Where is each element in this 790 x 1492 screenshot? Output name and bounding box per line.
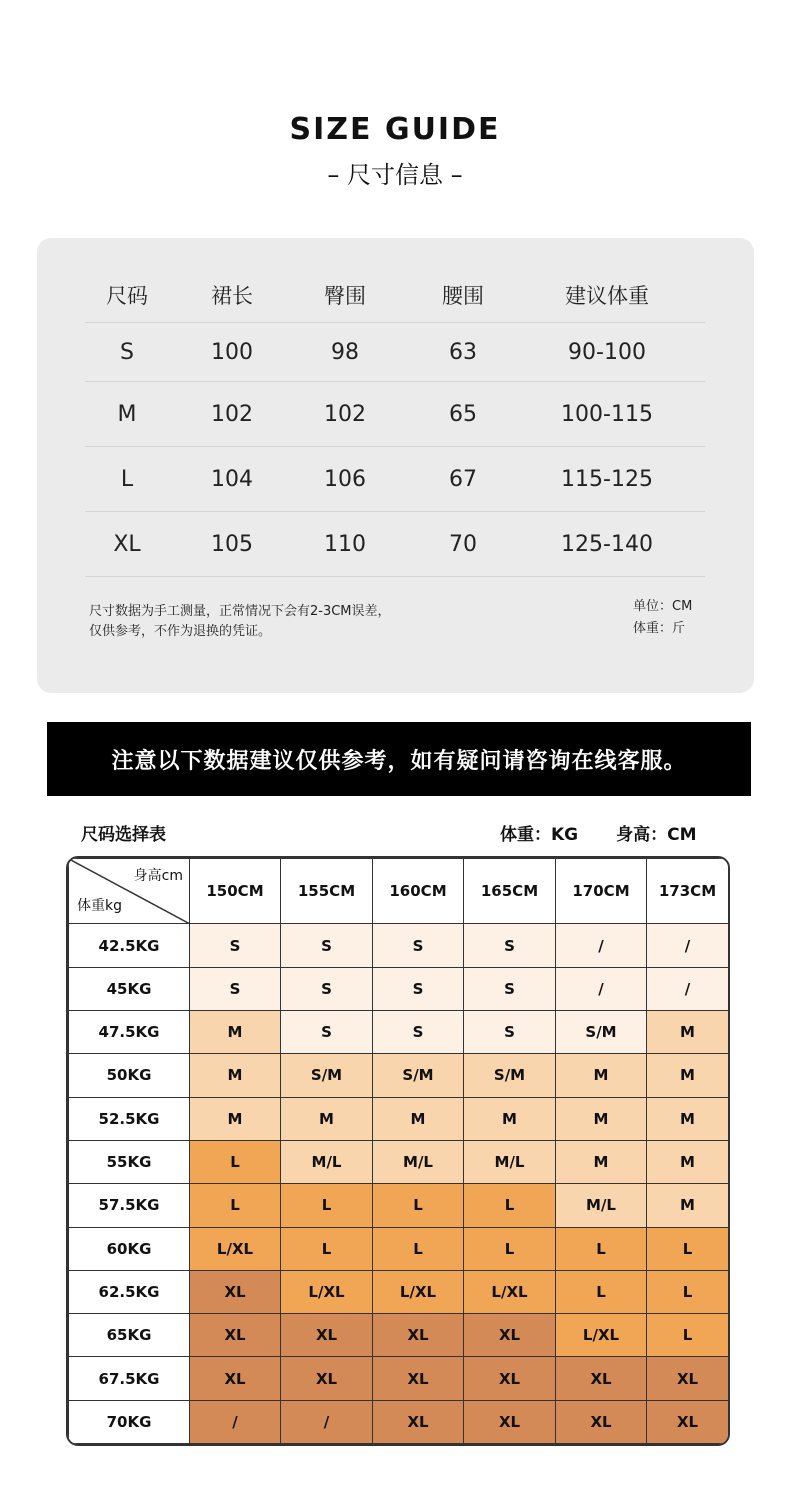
weight-row (69, 1097, 729, 1140)
recommended-size-cell: M/L (556, 1184, 647, 1227)
weight-cell: 100-115 (561, 401, 653, 427)
weight-label-cell: 60KG (69, 1227, 190, 1270)
hip-column-header: 臀围 (324, 284, 366, 308)
recommended-size-cell: M (464, 1097, 556, 1140)
weight-label-cell: 57.5KG (69, 1184, 190, 1227)
recommended-size-cell: L (647, 1314, 729, 1357)
weight-row (69, 967, 729, 1010)
height-header-row (69, 859, 729, 924)
recommended-size-cell: M (556, 1140, 647, 1183)
recommended-size-cell: S (464, 1011, 556, 1054)
waist-cell: 70 (449, 531, 477, 557)
weight-row (69, 1054, 729, 1097)
size-cell: XL (113, 531, 141, 557)
weight-label-cell: 52.5KG (69, 1097, 190, 1140)
measurement-note (89, 602, 391, 642)
recommended-size-cell: / (556, 924, 647, 967)
recommended-size-cell: S/M (464, 1054, 556, 1097)
recommended-size-cell: L/XL (464, 1270, 556, 1313)
weight-label-cell: 62.5KG (69, 1270, 190, 1313)
size-table-header (85, 268, 705, 323)
recommended-size-cell: L (281, 1227, 373, 1270)
weight-label-cell: 45KG (69, 967, 190, 1010)
recommended-size-cell: L (556, 1270, 647, 1313)
size-table-row (85, 382, 705, 447)
weight-row (69, 1227, 729, 1270)
waist-column-header: 腰围 (442, 284, 484, 308)
recommended-size-cell: / (647, 967, 729, 1010)
recommended-size-cell: S (281, 967, 373, 1010)
size-cell: S (120, 339, 134, 365)
recommended-size-cell: M (647, 1140, 729, 1183)
weight-row (69, 1270, 729, 1313)
waist-cell: 65 (449, 401, 477, 427)
recommended-size-cell: L (373, 1227, 464, 1270)
size-table-row (85, 512, 705, 577)
recommended-size-cell: L (647, 1227, 729, 1270)
recommended-size-cell: S (373, 967, 464, 1010)
weight-label-cell: 55KG (69, 1140, 190, 1183)
recommended-size-cell: S (464, 967, 556, 1010)
recommended-size-cell: S/M (373, 1054, 464, 1097)
size-table (85, 268, 705, 577)
hip-cell: 102 (324, 401, 366, 427)
recommended-size-cell: XL (281, 1314, 373, 1357)
unit-label: 单位：CM (633, 599, 693, 614)
recommended-size-cell: M (647, 1097, 729, 1140)
weight-label-cell: 47.5KG (69, 1011, 190, 1054)
weight-label-cell: 42.5KG (69, 924, 190, 967)
hip-cell: 98 (331, 339, 359, 365)
recommended-size-cell: XL (647, 1400, 729, 1443)
recommended-size-cell: XL (647, 1357, 729, 1400)
recommended-size-cell: S (464, 924, 556, 967)
recommended-size-cell: M (281, 1097, 373, 1140)
length-column-header: 裙长 (211, 284, 253, 308)
recommended-size-cell: S (373, 1011, 464, 1054)
legend-height-unit: 身高：CM (616, 825, 697, 845)
length-cell: 102 (211, 401, 253, 427)
weight-cell: 90-100 (568, 339, 646, 365)
weight-row (69, 1184, 729, 1227)
height-header-cell: 173CM (647, 859, 729, 924)
recommended-size-cell: M (647, 1011, 729, 1054)
length-cell: 100 (211, 339, 253, 365)
recommended-size-cell: M (556, 1097, 647, 1140)
recommended-size-cell: XL (373, 1400, 464, 1443)
recommended-size-cell: S/M (556, 1011, 647, 1054)
recommended-size-cell: M (373, 1097, 464, 1140)
recommended-size-cell: S (281, 924, 373, 967)
weight-row (69, 1140, 729, 1183)
weight-label-cell: 65KG (69, 1314, 190, 1357)
corner-cell (69, 859, 190, 924)
unit-note (633, 596, 692, 640)
size-info-panel (37, 238, 754, 693)
recommended-size-cell: S (281, 1011, 373, 1054)
notice-banner: 注意以下数据建议仅供参考，如有疑问请咨询在线客服。 (47, 722, 751, 796)
recommended-size-cell: L (281, 1184, 373, 1227)
size-table-row (85, 323, 705, 382)
corner-height-label: 身高cm (133, 868, 183, 884)
weight-unit-label: 体重：斤 (633, 621, 686, 636)
recommended-size-cell: L (190, 1140, 281, 1183)
recommended-size-cell: XL (464, 1314, 556, 1357)
recommended-size-cell: M (556, 1054, 647, 1097)
weight-label-cell: 67.5KG (69, 1357, 190, 1400)
recommended-size-cell: M (190, 1054, 281, 1097)
weight-row (69, 1011, 729, 1054)
recommended-size-cell: XL (190, 1357, 281, 1400)
recommended-size-cell: M/L (464, 1140, 556, 1183)
corner-weight-label: 体重kg (77, 898, 122, 915)
recommended-size-cell: L (556, 1227, 647, 1270)
recommended-size-cell: M/L (373, 1140, 464, 1183)
recommended-size-cell: L (190, 1184, 281, 1227)
hip-cell: 106 (324, 466, 366, 492)
recommended-size-cell: S (373, 924, 464, 967)
recommended-size-cell: XL (373, 1357, 464, 1400)
recommended-size-cell: / (281, 1400, 373, 1443)
measurement-note-line-2: 仅供参考，不作为退换的凭证。 (89, 624, 272, 639)
weight-row (69, 1400, 729, 1443)
legend-weight-unit: 体重：KG (500, 825, 579, 845)
recommended-size-cell: M (647, 1054, 729, 1097)
length-cell: 105 (211, 531, 253, 557)
size-table-row (85, 447, 705, 512)
size-cell: M (117, 401, 137, 427)
recommended-size-cell: XL (556, 1400, 647, 1443)
recommended-size-cell: M (190, 1011, 281, 1054)
height-header-cell: 170CM (556, 859, 647, 924)
waist-cell: 63 (449, 339, 477, 365)
recommended-size-cell: XL (556, 1357, 647, 1400)
weight-row (69, 1357, 729, 1400)
recommended-size-cell: L/XL (373, 1270, 464, 1313)
recommended-size-cell: XL (281, 1357, 373, 1400)
selector-title: 尺码选择表 (81, 825, 166, 845)
size-cell: L (120, 466, 134, 492)
recommended-size-cell: S (190, 967, 281, 1010)
weight-row (69, 924, 729, 967)
recommended-size-cell: L (373, 1184, 464, 1227)
waist-cell: 67 (449, 466, 477, 492)
recommended-size-cell: XL (373, 1314, 464, 1357)
size-column-header: 尺码 (106, 284, 148, 308)
selector-legend (500, 820, 697, 845)
recommended-size-cell: L (464, 1184, 556, 1227)
recommended-size-cell: / (647, 924, 729, 967)
recommended-size-cell: XL (190, 1270, 281, 1313)
page-subtitle: – 尺寸信息 – (327, 161, 463, 189)
measurement-note-line-1: 尺寸数据为手工测量，正常情况下会有2-3CM误差， (89, 604, 391, 619)
recommended-size-cell: / (190, 1400, 281, 1443)
recommended-size-cell: XL (464, 1400, 556, 1443)
size-selection-grid (66, 856, 730, 1446)
size-selection-table (68, 858, 729, 1444)
weight-label-cell: 50KG (69, 1054, 190, 1097)
height-header-cell: 165CM (464, 859, 556, 924)
weight-cell: 115-125 (561, 466, 653, 492)
recommended-size-cell: L (647, 1270, 729, 1313)
weight-label-cell: 70KG (69, 1400, 190, 1443)
weight-row (69, 1314, 729, 1357)
recommended-size-cell: / (556, 967, 647, 1010)
recommended-size-cell: L/XL (190, 1227, 281, 1270)
recommended-size-cell: XL (190, 1314, 281, 1357)
height-header-cell: 160CM (373, 859, 464, 924)
recommended-size-cell: S/M (281, 1054, 373, 1097)
recommended-size-cell: XL (464, 1357, 556, 1400)
recommended-size-cell: M (190, 1097, 281, 1140)
recommended-size-cell: S (190, 924, 281, 967)
recommended-size-cell: M/L (281, 1140, 373, 1183)
weight-column-header: 建议体重 (565, 284, 649, 308)
weight-cell: 125-140 (561, 531, 653, 557)
recommended-size-cell: L/XL (281, 1270, 373, 1313)
recommended-size-cell: L/XL (556, 1314, 647, 1357)
recommended-size-cell: M (647, 1184, 729, 1227)
length-cell: 104 (211, 466, 253, 492)
hip-cell: 110 (324, 531, 366, 557)
height-header-cell: 150CM (190, 859, 281, 924)
page-title: SIZE GUIDE (289, 112, 501, 147)
recommended-size-cell: L (464, 1227, 556, 1270)
height-header-cell: 155CM (281, 859, 373, 924)
